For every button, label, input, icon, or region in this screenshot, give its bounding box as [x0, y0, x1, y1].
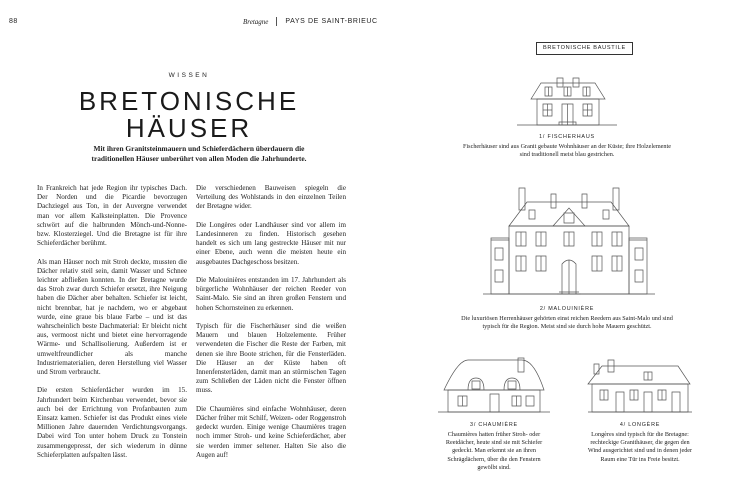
style-label-fischerhaus: 1/ FISCHERHAUS [539, 134, 595, 140]
body-column-2 [196, 184, 346, 469]
style-label-longere: 4/ LONGÈRE [619, 422, 661, 428]
paragraph: Die Chaumières sind einfache Wohnhäuser, deren Dächer früher mit Schilf, Weizen- oder Roggenstroh gedeckt wurden. Einige wenige Chaumières tragen noch immer Stroh- und keine Schieferdächer, aber sie werden immer seltener. Halten Sie also die Augen auf! [196, 404, 346, 459]
paragraph: Die Longères oder Landhäuser sind vor allem im Landesinneren zu finden. Historisch gesehen handelt es sich um lang gestreckte Häuser mit nur einer Ebene, auch wenn die meisten heute ein ausgebautes Dachgeschoss besitzen. [196, 220, 346, 266]
malouiniere-illustration [483, 186, 655, 296]
paragraph: Als man Häuser noch mit Stroh deckte, mussten die Dächer relativ steil sein, damit Wasser und Schnee leichter abfließen konnten. In der Bretagne wurde das Stroh zwar durch Schiefer ersetzt, ihre Neigung haben die Dächer aber behalten. Schiefer ist leicht, nicht brennbar, hat je nachdem, wo er abgebaut wurde, eine graue bis blaue Farbe – und ist das wahrscheinlich beste Dachmaterial: Er bleicht nicht aus, vermoost nicht und bietet eine hervorragende Wärme- und Schallisolierung. Außerdem ist er umweltfreundlicher als manche Industriematerialien, deren Herstellung viel Wasser und Strom verbraucht. [37, 257, 187, 377]
article-title-line-2: HÄUSER [125, 113, 253, 143]
page-number: 88 [9, 18, 18, 25]
style-caption-longere: Longères sind typisch für die Bretagne: rechteckige Granithäuser, die gegen den Wind ausgerichtet sind und in denen jeder Raum eine Tür ins Freie besitzt. [587, 431, 693, 463]
paragraph: Die verschiedenen Bauweisen spiegeln die Verteilung des Wohlstands in den einzelnen Teilen der Bretagne wider. [196, 184, 346, 211]
paragraph: Die Malouinières entstanden im 17. Jahrhundert als bürgerliche Wohnhäuser der reichen Reeder von Saint-Malo. Sie sind an ihren großen Fenstern und hohen Schornsteinen zu erkennen. [196, 276, 346, 312]
style-caption-malouiniere: Die luxuriösen Herrenhäuser gehörten einst reichen Reedern aus Saint-Malo und sind typisch für die Region. Meist sind sie durch hohe Mauern geschützt. [461, 315, 673, 331]
article-kicker: WISSEN [168, 72, 210, 79]
style-caption-chaumiere: Chaumières hatten früher Stroh- oder Reetdächer, heute sind sie mit Schiefer gedeckt. Man erkennt sie an ihren Schrägdächern, über die den Fenstern gewölbt sind. [445, 431, 543, 471]
longere-illustration [588, 358, 692, 414]
paragraph: Die ersten Schieferdächer wurden im 15. Jahrhundert beim Kirchenbau verwendet, bevor sie auch bei der Errichtung von Profanbauten zum Einsatz kamen. Schiefer ist das Produkt eines viele Millionen Jahre dauernden Verdichtungsvorgangs. Dabei wird Ton unter hohem Druck zu Tonstein zusammengepresst, der sich wiederum in dünne Schieferplatten aufspalten lässt. [37, 386, 187, 459]
article-title [0, 88, 378, 142]
style-label-malouiniere: 2/ MALOUINIÈRE [539, 306, 595, 312]
style-caption-fischerhaus: Fischerhäuser sind aus Granit gebaute Wohnhäuser an der Küste; ihre Holzelemente sind traditionell meist blau gestrichen. [463, 143, 671, 159]
article-lead: Mit ihren Granitsteinmauern und Schieferdächern überdauern die traditionellen Häuser unberührt von allen Moden die Jahrhunderte. [91, 144, 307, 163]
running-head [243, 17, 378, 26]
section-name: Bretagne [243, 17, 269, 26]
body-column-1 [37, 184, 187, 469]
style-label-chaumiere: 3/ CHAUMIÈRE [470, 422, 518, 428]
region-name: PAYS DE SAINT-BRIEUC [285, 18, 378, 25]
chaumiere-illustration [438, 354, 550, 414]
header-divider [276, 17, 277, 26]
article-title-line-1: BRETONISCHE [78, 86, 300, 116]
paragraph: Typisch für die Fischerhäuser sind die weißen Mauern und blauen Holzelemente. Früher verwendeten die Fischer die Reste der Farben, mit denen sie ihre Boote strichen, für die Fensterläden. Die Häuser an der Küste haben oft Innenfensterläden, damit man an stürmischen Tagen zum Schließen der Läden nicht die Fenster öffnen muss. [196, 322, 346, 395]
styles-badge: BRETONISCHE BAUSTILE [536, 42, 633, 55]
paragraph: In Frankreich hat jede Region ihr typisches Dach. Der Norden und die Picardie bevorzugen Dachziegel aus Ton, in der Auvergne verwendet man vor allem Kalksteinplatten. Die Provence schwört auf die halbrunden Mönch-und-Nonne- bzw. Klosterziegel. Und die Bretagne ist für ihre Schieferdächer berühmt. [37, 184, 187, 248]
fischerhaus-illustration [517, 74, 617, 126]
